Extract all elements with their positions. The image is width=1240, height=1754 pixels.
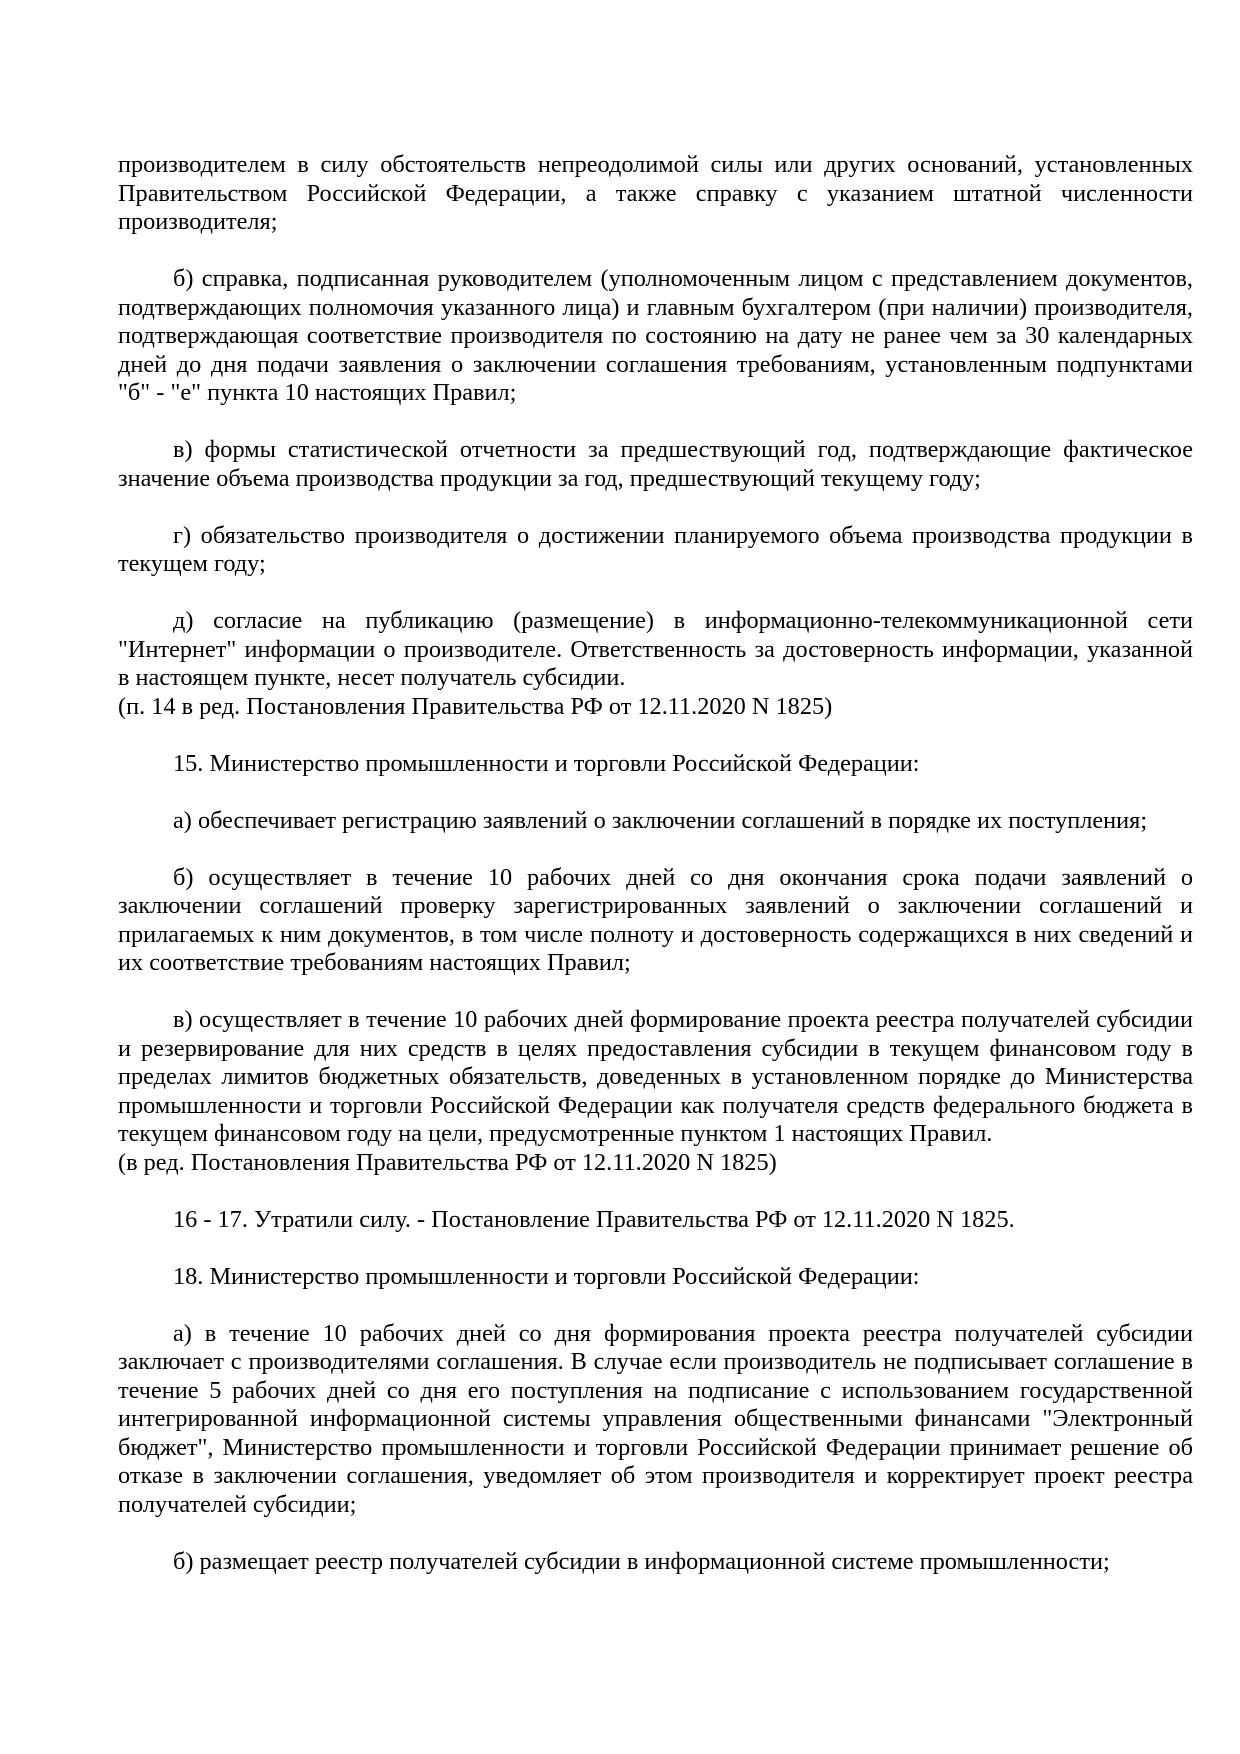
amendment-note-15v: (в ред. Постановления Правительства РФ от 12.11.2020 N 1825) [118,1148,777,1176]
paragraph-continuation: производителем в силу обстоятельств непреодолимой силы или других оснований, установленных Правительством Российской Федерации, а также справку с указанием штатной численности производителя; [118,151,1193,235]
amendment-note-14: (п. 14 в ред. Постановления Правительства РФ от 12.11.2020 N 1825) [118,692,833,720]
document-page [118,151,1193,1605]
paragraph-15: 15. Министерство промышленности и торговли Российской Федерации: [173,749,920,777]
paragraph-15a: а) обеспечивает регистрацию заявлений о заключении соглашений в порядке их поступления; [173,806,1148,834]
paragraph-14v: в) формы статистической отчетности за предшествующий год, подтверждающие фактическое значение объема производства продукции за год, предшествующий текущему году; [118,436,1193,492]
paragraph-15v: в) осуществляет в течение 10 рабочих дней формирование проекта реестра получателей субсидии и резервирование для них средств в целях предоставления субсидии в текущем финансовом году в пределах лимитов бюджетных обязательств, доведенных в установленном порядке до Министерства промышленности и торговли Российской Федерации как получателя средств федерального бюджета в текущем финансовом году на цели, предусмотренные пунктом 1 настоящих Правил. [118,1006,1193,1147]
paragraph-16-17: 16 - 17. Утратили силу. - Постановление Правительства РФ от 12.11.2020 N 1825. [173,1205,1015,1233]
paragraph-14b: б) справка, подписанная руководителем (уполномоченным лицом с представлением документов, подтверждающих полномочия указанного лица) и главным бухгалтером (при наличии) производителя, подтверждающая соответствие производителя по состоянию на дату не ранее чем за 30 календарных дней до дня подачи заявления о заключении соглашения требованиям, установленным подпунктами "б" - "е" пункта 10 настоящих Правил; [118,265,1193,406]
paragraph-18a: а) в течение 10 рабочих дней со дня формирования проекта реестра получателей субсидии заключает с производителями соглашения. В случае если производитель не подписывает соглашение в течение 5 рабочих дней со дня его поступления на подписание с использованием государственной интегрированной информационной системы управления общественными финансами "Электронный бюджет", Министерство промышленности и торговли Российской Федерации принимает решение об отказе в заключении соглашения, уведомляет об этом производителя и корректирует проект реестра получателей субсидии; [118,1319,1193,1518]
paragraph-15b: б) осуществляет в течение 10 рабочих дней со дня окончания срока подачи заявлений о заключении соглашений проверку зарегистрированных заявлений о заключении соглашений и прилагаемых к ним документов, в том числе полноту и достоверность содержащихся в них сведений и их соответствие требованиям настоящих Правил; [118,863,1193,976]
paragraph-18: 18. Министерство промышленности и торговли Российской Федерации: [173,1262,920,1290]
paragraph-14g: г) обязательство производителя о достижении планируемого объема производства продукции в текущем году; [118,521,1193,577]
paragraph-18b: б) размещает реестр получателей субсидии в информационной системе промышленности; [173,1547,1110,1575]
paragraph-14d: д) согласие на публикацию (размещение) в информационно-телекоммуникационной сети "Интернет" информации о производителе. Ответственность за достоверность информации, указанной в настоящем пункте, несет получатель субсидии. [118,607,1193,691]
